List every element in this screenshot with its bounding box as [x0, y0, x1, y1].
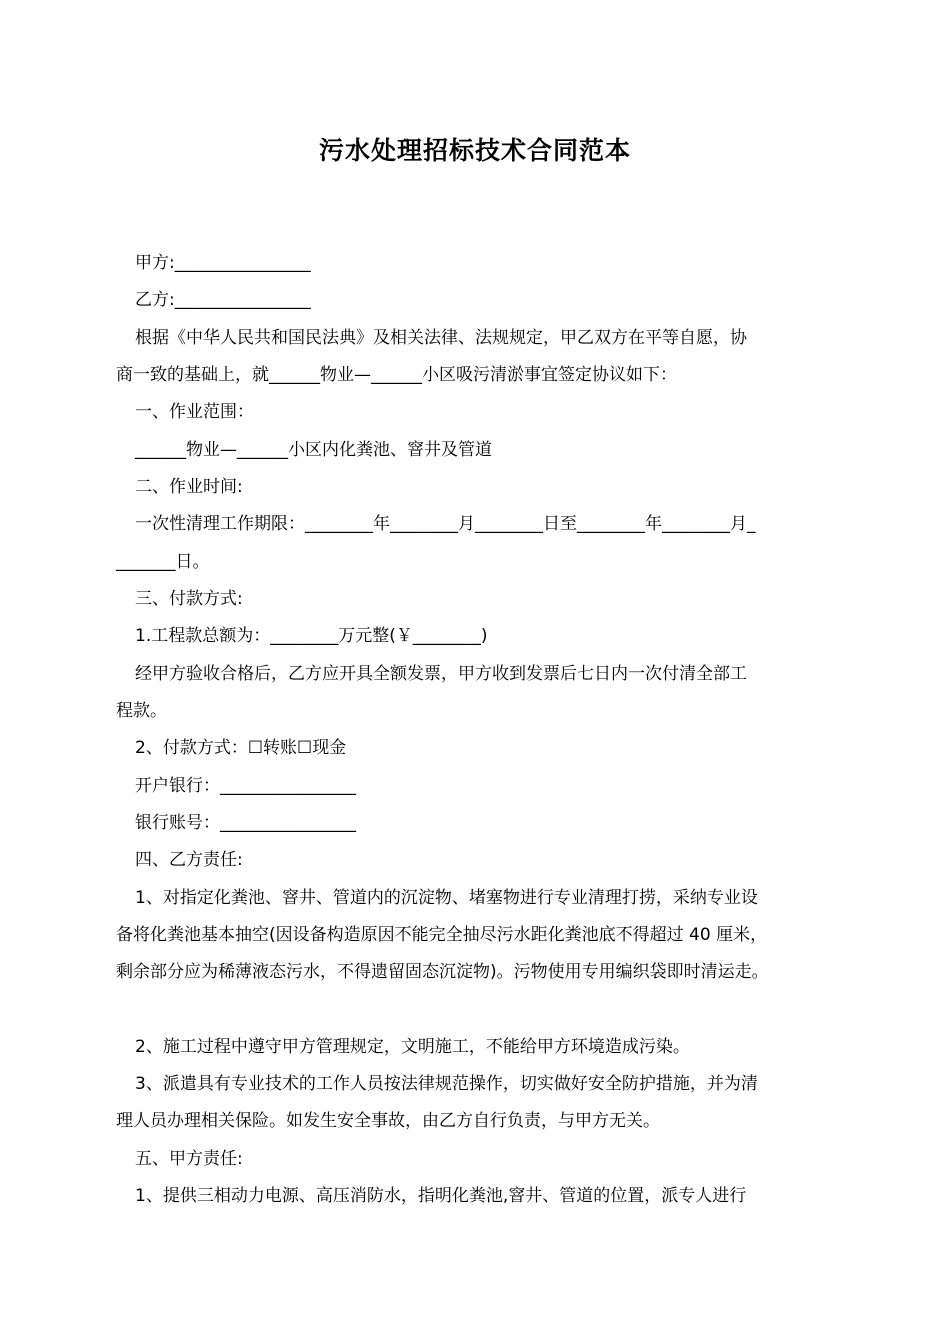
preamble-line-2: 商一致的基础上，就______物业—______小区吸污清淤事宜签定协议如下：: [116, 365, 677, 385]
party-b-duty-3-line-1: 3、派遣具有专业技术的工作人员按法律规范操作，切实做好安全防护措施，并为清: [135, 1074, 758, 1094]
time-text-line-1: 一次性清理工作期限：________年________月________日至________年________月_: [135, 514, 756, 534]
document-title: 污水处理招标技术合同范本: [318, 136, 631, 165]
payment-total-line: 1.工程款总额为：________万元整(￥________): [135, 626, 488, 646]
payment-terms-line-1: 经甲方验收合格后，乙方应开具全额发票，甲方收到发票后七日内一次付清全部工: [135, 664, 747, 684]
bank-name-line: 开户银行：________________: [135, 776, 356, 796]
party-b-line: 乙方:________________: [135, 290, 311, 310]
party-b-duty-1-line-1: 1、对指定化粪池、窨井、管道内的沉淀物、堵塞物进行专业清理打捞，采纳专业设: [135, 888, 758, 908]
time-text-line-2: _______日。: [116, 552, 210, 572]
party-b-duty-2: 2、施工过程中遵守甲方管理规定，文明施工，不能给甲方环境造成污染。: [135, 1037, 690, 1057]
scope-text: ______物业—______小区内化粪池、窨井及管道: [135, 440, 492, 460]
section-heading-payment: 三、付款方式:: [135, 589, 243, 609]
section-heading-scope: 一、作业范围：: [135, 402, 254, 422]
party-a-line: 甲方:________________: [135, 253, 311, 273]
section-heading-time: 二、作业时间:: [135, 477, 243, 497]
payment-terms-line-2: 程款。: [116, 701, 167, 721]
party-b-duty-1-line-3: 剩余部分应为稀薄液态污水，不得遗留固态沉淀物)。污物使用专用编织袋即时清运走。: [116, 962, 769, 982]
bank-account-line: 银行账号：________________: [135, 813, 356, 833]
party-b-duty-1-line-2: 备将化粪池基本抽空(因设备构造原因不能完全抽尽污水距化粪池底不得超过 40 厘米，: [116, 925, 768, 945]
preamble-line-1: 根据《中华人民共和国民法典》及相关法律、法规规定，甲乙双方在平等自愿，协: [135, 328, 747, 348]
party-b-duty-3-line-2: 理人员办理相关保险。如发生安全事故，由乙方自行负责，与甲方无关。: [116, 1111, 660, 1131]
payment-method-line: 2、付款方式：☐转账☐现金: [135, 738, 347, 758]
section-heading-party-b-duties: 四、乙方责任:: [135, 850, 243, 870]
party-a-duty-1-line-1: 1、提供三相动力电源、高压消防水，指明化粪池,窨井、管道的位置，派专人进行: [135, 1186, 747, 1206]
section-heading-party-a-duties: 五、甲方责任:: [135, 1149, 243, 1169]
